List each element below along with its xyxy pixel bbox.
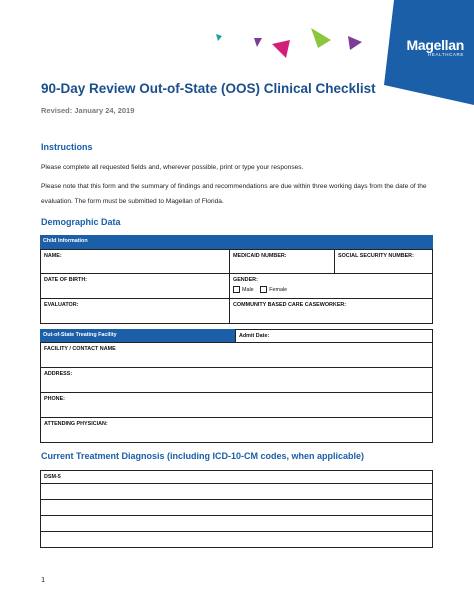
- male-checkbox[interactable]: [233, 286, 240, 293]
- phone-field[interactable]: PHONE:: [40, 392, 433, 418]
- instructions-paragraph-2: Please note that this form and the summary of findings and recommendations are due within three working days from the date of the evaluation. The form must be submitted to Magellan of Florida.: [41, 183, 427, 205]
- magellan-logo: [406, 38, 464, 58]
- facility-contact-field[interactable]: FACILITY / CONTACT NAME: [40, 342, 433, 368]
- medicaid-number-field[interactable]: MEDICAID NUMBER:: [229, 249, 335, 274]
- male-label: Male: [242, 286, 254, 293]
- child-information-band: Child Information: [40, 235, 433, 249]
- demographic-heading: Demographic Data: [41, 217, 121, 227]
- green-triangle-icon: [311, 28, 331, 48]
- address-field[interactable]: ADDRESS:: [40, 367, 433, 393]
- admit-date-field[interactable]: Admit Date:: [235, 329, 433, 343]
- facility-band: Out-of-State Treating Facility: [40, 329, 235, 343]
- instructions-paragraph-1: Please complete all requested fields and, wherever possible, print or type your responses.: [41, 164, 304, 171]
- instructions-heading: Instructions: [41, 142, 93, 152]
- female-label: Female: [269, 286, 288, 293]
- attending-physician-field[interactable]: ATTENDING PHYSICIAN:: [40, 417, 433, 443]
- magenta-triangle-icon: [272, 40, 290, 58]
- date-of-birth-field[interactable]: DATE OF BIRTH:: [40, 273, 230, 299]
- social-security-number-field[interactable]: SOCIAL SECURITY NUMBER:: [334, 249, 433, 274]
- page-title: 90-Day Review Out-of-State (OOS) Clinical Checklist: [41, 81, 376, 96]
- diagnosis-heading: Current Treatment Diagnosis (including ICD-10-CM codes, when applicable): [41, 451, 365, 461]
- female-checkbox[interactable]: [260, 286, 267, 293]
- evaluator-field[interactable]: EVALUATOR:: [40, 298, 230, 324]
- page-number: 1: [41, 575, 46, 584]
- logo-sub: HEALTHCARE: [428, 52, 464, 57]
- gender-label: GENDER:: [233, 277, 258, 283]
- dsm5-label-row: DSM-5: [40, 470, 433, 484]
- purple-triangle-icon: [254, 38, 262, 47]
- teal-triangle-icon: [216, 34, 222, 41]
- brand-triangles: [210, 28, 370, 68]
- revised-date: Revised: January 24, 2019: [41, 106, 135, 115]
- caseworker-field[interactable]: COMMUNITY BASED CARE CASEWORKER:: [229, 298, 433, 324]
- diagnosis-row-1[interactable]: [40, 483, 433, 500]
- logo-name: Magellan: [406, 37, 464, 53]
- purple-triangle-icon-2: [348, 36, 362, 50]
- diagnosis-row-2[interactable]: [40, 499, 433, 516]
- diagnosis-row-4[interactable]: [40, 531, 433, 548]
- gender-field: [229, 273, 433, 299]
- diagnosis-row-3[interactable]: [40, 515, 433, 532]
- name-field[interactable]: NAME:: [40, 249, 230, 274]
